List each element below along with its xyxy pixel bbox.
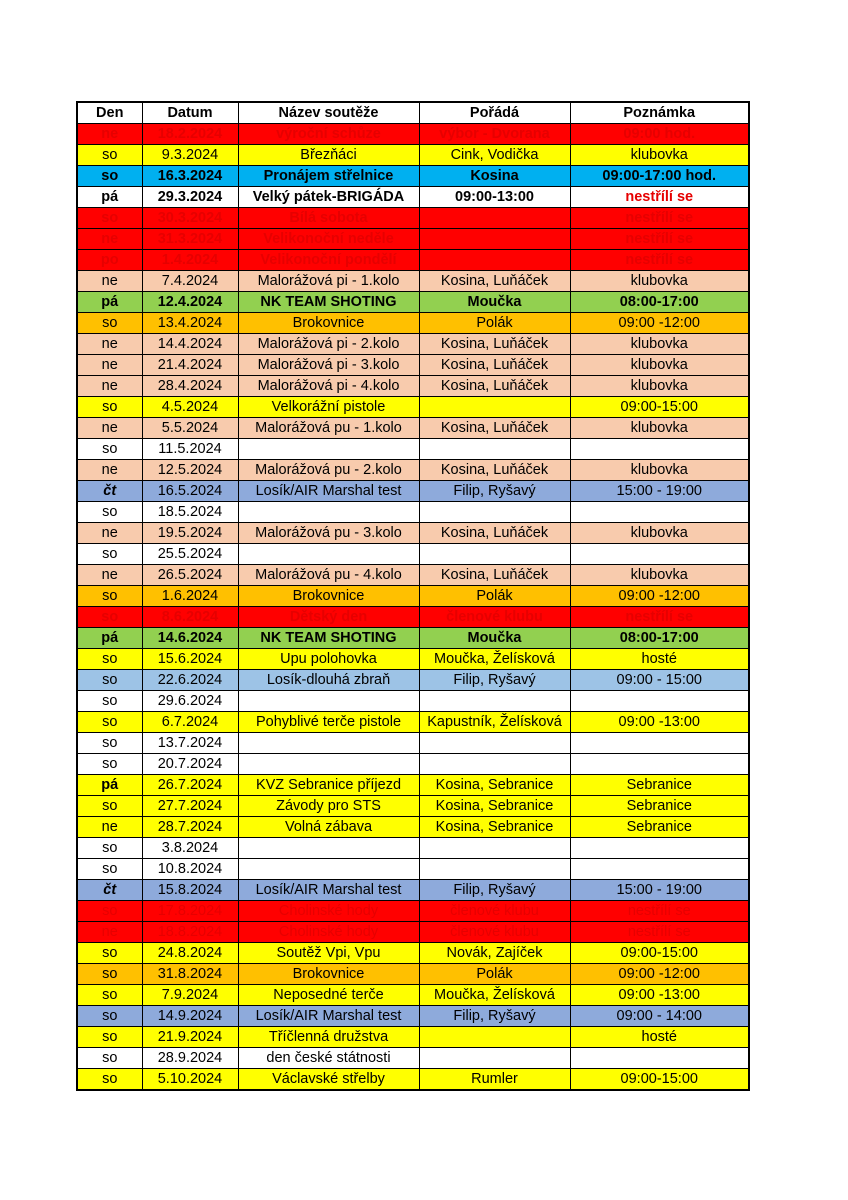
cell-porada	[419, 838, 570, 859]
cell-nazev: Březňáci	[238, 145, 419, 166]
table-row	[77, 481, 749, 502]
cell-den: so	[77, 901, 142, 922]
cell-porada: Filip, Ryšavý	[419, 670, 570, 691]
cell-nazev: Losík/AIR Marshal test	[238, 880, 419, 901]
cell-poznamka	[570, 691, 749, 712]
table-row	[77, 880, 749, 901]
cell-datum: 14.9.2024	[142, 1006, 238, 1027]
cell-den: so	[77, 712, 142, 733]
cell-datum: 13.4.2024	[142, 313, 238, 334]
cell-nazev: Upu polohovka	[238, 649, 419, 670]
cell-poznamka: Sebranice	[570, 817, 749, 838]
cell-datum: 7.4.2024	[142, 271, 238, 292]
cell-poznamka: 09:00 -12:00	[570, 586, 749, 607]
cell-poznamka: klubovka	[570, 355, 749, 376]
table-row	[77, 859, 749, 880]
cell-poznamka: 09:00 -12:00	[570, 313, 749, 334]
table-row	[77, 733, 749, 754]
cell-datum: 8.6.2024	[142, 607, 238, 628]
cell-den: so	[77, 145, 142, 166]
cell-den: pá	[77, 187, 142, 208]
cell-porada	[419, 733, 570, 754]
cell-poznamka: klubovka	[570, 376, 749, 397]
table-row	[77, 376, 749, 397]
cell-datum: 5.5.2024	[142, 418, 238, 439]
cell-nazev: Velkorážní pistole	[238, 397, 419, 418]
cell-porada: Kosina, Luňáček	[419, 523, 570, 544]
cell-porada: Filip, Ryšavý	[419, 880, 570, 901]
cell-den: pá	[77, 628, 142, 649]
cell-datum: 4.5.2024	[142, 397, 238, 418]
cell-porada: Polák	[419, 313, 570, 334]
cell-den: ne	[77, 418, 142, 439]
cell-nazev: Malorážová pu - 3.kolo	[238, 523, 419, 544]
table-row	[77, 229, 749, 250]
cell-poznamka	[570, 544, 749, 565]
cell-poznamka: klubovka	[570, 334, 749, 355]
table-row	[77, 628, 749, 649]
cell-porada	[419, 1048, 570, 1069]
cell-nazev	[238, 439, 419, 460]
cell-datum: 30.3.2024	[142, 208, 238, 229]
cell-porada	[419, 502, 570, 523]
cell-datum: 7.9.2024	[142, 985, 238, 1006]
header-datum: Datum	[142, 102, 238, 124]
cell-poznamka: 09:00 - 15:00	[570, 670, 749, 691]
cell-nazev: Losík/AIR Marshal test	[238, 1006, 419, 1027]
cell-porada: členové klubu	[419, 607, 570, 628]
cell-datum: 18.5.2024	[142, 502, 238, 523]
cell-porada: výbor - Dvorana	[419, 124, 570, 145]
cell-poznamka: 09:00 hod.	[570, 124, 749, 145]
cell-porada: Moučka, Želísková	[419, 985, 570, 1006]
cell-datum: 15.8.2024	[142, 880, 238, 901]
cell-poznamka: klubovka	[570, 145, 749, 166]
cell-poznamka	[570, 502, 749, 523]
table-row	[77, 922, 749, 943]
cell-den: ne	[77, 334, 142, 355]
cell-den: ne	[77, 229, 142, 250]
cell-porada: Cink, Vodička	[419, 145, 570, 166]
table-row	[77, 460, 749, 481]
cell-nazev: NK TEAM SHOTING	[238, 292, 419, 313]
cell-datum: 22.6.2024	[142, 670, 238, 691]
cell-datum: 13.7.2024	[142, 733, 238, 754]
table-row	[77, 775, 749, 796]
cell-nazev: výroční schůze	[238, 124, 419, 145]
cell-den: ne	[77, 922, 142, 943]
cell-poznamka: 15:00 - 19:00	[570, 880, 749, 901]
cell-porada: 09:00-13:00	[419, 187, 570, 208]
cell-nazev	[238, 502, 419, 523]
table-row	[77, 565, 749, 586]
cell-den: so	[77, 649, 142, 670]
cell-den: so	[77, 439, 142, 460]
cell-datum: 29.3.2024	[142, 187, 238, 208]
table-row	[77, 670, 749, 691]
cell-porada	[419, 544, 570, 565]
cell-den: ne	[77, 271, 142, 292]
table-row	[77, 796, 749, 817]
table-row	[77, 901, 749, 922]
table-row	[77, 544, 749, 565]
table-row	[77, 586, 749, 607]
cell-nazev: Malorážová pi - 1.kolo	[238, 271, 419, 292]
cell-poznamka	[570, 754, 749, 775]
cell-den: čt	[77, 481, 142, 502]
cell-porada: Moučka, Želísková	[419, 649, 570, 670]
cell-den: so	[77, 943, 142, 964]
cell-poznamka: 09:00 - 14:00	[570, 1006, 749, 1027]
cell-porada: Kosina, Sebranice	[419, 775, 570, 796]
cell-datum: 26.5.2024	[142, 565, 238, 586]
cell-nazev: Velikonoční pondělí	[238, 250, 419, 271]
cell-den: ne	[77, 460, 142, 481]
table-row	[77, 1027, 749, 1048]
cell-den: čt	[77, 880, 142, 901]
cell-nazev	[238, 859, 419, 880]
table-header	[77, 102, 749, 124]
cell-den: so	[77, 544, 142, 565]
cell-nazev: Závody pro STS	[238, 796, 419, 817]
cell-nazev: Cholinské hody	[238, 901, 419, 922]
cell-poznamka: 09:00-15:00	[570, 1069, 749, 1091]
cell-poznamka: hosté	[570, 1027, 749, 1048]
cell-porada	[419, 691, 570, 712]
table-row	[77, 418, 749, 439]
header-porada: Pořádá	[419, 102, 570, 124]
table-row	[77, 208, 749, 229]
cell-datum: 25.5.2024	[142, 544, 238, 565]
cell-poznamka: Sebranice	[570, 775, 749, 796]
cell-den: ne	[77, 817, 142, 838]
cell-poznamka: nestřílí se	[570, 229, 749, 250]
cell-porada	[419, 439, 570, 460]
cell-datum: 28.4.2024	[142, 376, 238, 397]
cell-porada: Filip, Ryšavý	[419, 481, 570, 502]
table-row	[77, 145, 749, 166]
cell-porada: Kosina, Sebranice	[419, 817, 570, 838]
table-row	[77, 1048, 749, 1069]
table-row	[77, 691, 749, 712]
cell-poznamka: 15:00 - 19:00	[570, 481, 749, 502]
cell-poznamka: klubovka	[570, 418, 749, 439]
cell-poznamka: nestřílí se	[570, 607, 749, 628]
table-row	[77, 817, 749, 838]
cell-porada: Kosina, Luňáček	[419, 355, 570, 376]
table-row	[77, 943, 749, 964]
table-row	[77, 523, 749, 544]
cell-datum: 5.10.2024	[142, 1069, 238, 1091]
cell-datum: 29.6.2024	[142, 691, 238, 712]
cell-datum: 3.8.2024	[142, 838, 238, 859]
cell-den: so	[77, 670, 142, 691]
cell-den: so	[77, 397, 142, 418]
cell-datum: 16.5.2024	[142, 481, 238, 502]
cell-poznamka: 09:00-15:00	[570, 943, 749, 964]
cell-porada	[419, 397, 570, 418]
cell-poznamka: klubovka	[570, 460, 749, 481]
table-row	[77, 502, 749, 523]
cell-nazev: Malorážová pi - 3.kolo	[238, 355, 419, 376]
cell-poznamka	[570, 439, 749, 460]
cell-den: pá	[77, 775, 142, 796]
cell-datum: 17.8.2024	[142, 901, 238, 922]
cell-nazev: den české státnosti	[238, 1048, 419, 1069]
cell-den: so	[77, 607, 142, 628]
cell-den: so	[77, 964, 142, 985]
cell-porada: Polák	[419, 586, 570, 607]
cell-nazev: Brokovnice	[238, 964, 419, 985]
cell-datum: 12.4.2024	[142, 292, 238, 313]
cell-porada: Filip, Ryšavý	[419, 1006, 570, 1027]
table-row	[77, 313, 749, 334]
cell-datum: 1.6.2024	[142, 586, 238, 607]
table-row	[77, 397, 749, 418]
cell-poznamka: nestřílí se	[570, 187, 749, 208]
cell-den: so	[77, 502, 142, 523]
cell-poznamka: 08:00-17:00	[570, 628, 749, 649]
cell-poznamka: klubovka	[570, 271, 749, 292]
cell-den: so	[77, 796, 142, 817]
cell-den: ne	[77, 523, 142, 544]
cell-nazev	[238, 691, 419, 712]
header-nazev: Název soutěže	[238, 102, 419, 124]
cell-nazev	[238, 544, 419, 565]
cell-nazev: Cholinské hody	[238, 922, 419, 943]
cell-den: so	[77, 313, 142, 334]
table-row	[77, 271, 749, 292]
cell-porada: Kosina, Luňáček	[419, 418, 570, 439]
cell-datum: 24.8.2024	[142, 943, 238, 964]
cell-poznamka	[570, 733, 749, 754]
cell-nazev: Bílá sobota	[238, 208, 419, 229]
cell-porada	[419, 208, 570, 229]
cell-datum: 12.5.2024	[142, 460, 238, 481]
cell-porada	[419, 754, 570, 775]
table-row	[77, 166, 749, 187]
cell-poznamka: 09:00 -13:00	[570, 712, 749, 733]
cell-poznamka: 09:00 -13:00	[570, 985, 749, 1006]
cell-datum: 1.4.2024	[142, 250, 238, 271]
table-row	[77, 649, 749, 670]
cell-datum: 26.7.2024	[142, 775, 238, 796]
cell-den: so	[77, 166, 142, 187]
cell-poznamka: klubovka	[570, 523, 749, 544]
cell-nazev: Malorážová pi - 4.kolo	[238, 376, 419, 397]
table-row	[77, 355, 749, 376]
cell-porada: Kosina, Sebranice	[419, 796, 570, 817]
cell-poznamka: hosté	[570, 649, 749, 670]
cell-nazev: KVZ Sebranice příjezd	[238, 775, 419, 796]
cell-datum: 14.6.2024	[142, 628, 238, 649]
cell-nazev: Velký pátek-BRIGÁDA	[238, 187, 419, 208]
cell-nazev: Malorážová pu - 4.kolo	[238, 565, 419, 586]
cell-den: ne	[77, 355, 142, 376]
cell-den: pá	[77, 292, 142, 313]
cell-den: so	[77, 754, 142, 775]
cell-nazev: Malorážová pu - 1.kolo	[238, 418, 419, 439]
cell-porada: členové klubu	[419, 901, 570, 922]
cell-datum: 31.3.2024	[142, 229, 238, 250]
header-row	[77, 102, 749, 124]
cell-datum: 20.7.2024	[142, 754, 238, 775]
cell-den: so	[77, 859, 142, 880]
header-poznamka: Poznámka	[570, 102, 749, 124]
cell-poznamka: 09:00 -12:00	[570, 964, 749, 985]
table-row	[77, 124, 749, 145]
table-row	[77, 754, 749, 775]
cell-poznamka: 09:00-15:00	[570, 397, 749, 418]
cell-porada: Kosina, Luňáček	[419, 376, 570, 397]
cell-datum: 28.9.2024	[142, 1048, 238, 1069]
cell-den: so	[77, 1048, 142, 1069]
cell-nazev: Losík-dlouhá zbraň	[238, 670, 419, 691]
cell-poznamka: 09:00-17:00 hod.	[570, 166, 749, 187]
cell-den: ne	[77, 565, 142, 586]
cell-porada: Moučka	[419, 292, 570, 313]
cell-nazev: Velikonoční neděle	[238, 229, 419, 250]
table-row	[77, 334, 749, 355]
cell-den: so	[77, 733, 142, 754]
cell-porada: členové klubu	[419, 922, 570, 943]
cell-porada: Kosina, Luňáček	[419, 460, 570, 481]
cell-poznamka	[570, 859, 749, 880]
cell-porada: Moučka	[419, 628, 570, 649]
cell-porada: Rumler	[419, 1069, 570, 1091]
cell-nazev: Pronájem střelnice	[238, 166, 419, 187]
cell-datum: 27.7.2024	[142, 796, 238, 817]
cell-nazev: Dětský den	[238, 607, 419, 628]
cell-porada: Polák	[419, 964, 570, 985]
cell-poznamka: 08:00-17:00	[570, 292, 749, 313]
cell-poznamka	[570, 838, 749, 859]
cell-poznamka: nestřílí se	[570, 901, 749, 922]
table-body	[77, 124, 749, 1091]
cell-nazev: Brokovnice	[238, 313, 419, 334]
schedule-table	[76, 101, 750, 1091]
cell-den: so	[77, 1069, 142, 1091]
cell-porada	[419, 229, 570, 250]
table-row	[77, 439, 749, 460]
cell-nazev	[238, 838, 419, 859]
cell-datum: 19.5.2024	[142, 523, 238, 544]
cell-den: so	[77, 1006, 142, 1027]
cell-poznamka: nestřílí se	[570, 922, 749, 943]
table-row	[77, 1006, 749, 1027]
cell-poznamka	[570, 1048, 749, 1069]
cell-den: so	[77, 838, 142, 859]
cell-poznamka: nestřílí se	[570, 208, 749, 229]
cell-datum: 18.2.2024	[142, 124, 238, 145]
cell-porada	[419, 859, 570, 880]
cell-datum: 10.8.2024	[142, 859, 238, 880]
cell-nazev: Brokovnice	[238, 586, 419, 607]
cell-nazev: Tříčlenná družstva	[238, 1027, 419, 1048]
cell-porada: Kosina, Luňáček	[419, 565, 570, 586]
cell-porada: Kosina, Luňáček	[419, 334, 570, 355]
cell-poznamka: klubovka	[570, 565, 749, 586]
cell-nazev	[238, 733, 419, 754]
table-row	[77, 838, 749, 859]
cell-den: ne	[77, 124, 142, 145]
cell-nazev: Václavské střelby	[238, 1069, 419, 1091]
cell-den: so	[77, 208, 142, 229]
cell-den: po	[77, 250, 142, 271]
cell-datum: 18.8.2024	[142, 922, 238, 943]
cell-datum: 15.6.2024	[142, 649, 238, 670]
cell-datum: 6.7.2024	[142, 712, 238, 733]
cell-den: ne	[77, 376, 142, 397]
cell-datum: 31.8.2024	[142, 964, 238, 985]
cell-nazev: Neposedné terče	[238, 985, 419, 1006]
cell-datum: 9.3.2024	[142, 145, 238, 166]
table-row	[77, 964, 749, 985]
table-row	[77, 1069, 749, 1091]
cell-porada: Kosina	[419, 166, 570, 187]
cell-den: so	[77, 985, 142, 1006]
cell-datum: 14.4.2024	[142, 334, 238, 355]
cell-porada	[419, 1027, 570, 1048]
cell-nazev: Malorážová pu - 2.kolo	[238, 460, 419, 481]
cell-nazev: Losík/AIR Marshal test	[238, 481, 419, 502]
table-row	[77, 187, 749, 208]
cell-porada: Novák, Zajíček	[419, 943, 570, 964]
cell-nazev: Pohyblivé terče pistole	[238, 712, 419, 733]
cell-poznamka: Sebranice	[570, 796, 749, 817]
cell-den: so	[77, 1027, 142, 1048]
cell-poznamka: nestřílí se	[570, 250, 749, 271]
table-row	[77, 250, 749, 271]
cell-datum: 11.5.2024	[142, 439, 238, 460]
cell-nazev: Soutěž Vpi, Vpu	[238, 943, 419, 964]
cell-den: so	[77, 691, 142, 712]
cell-porada: Kapustník, Želísková	[419, 712, 570, 733]
cell-nazev: Volná zábava	[238, 817, 419, 838]
cell-datum: 21.4.2024	[142, 355, 238, 376]
cell-datum: 21.9.2024	[142, 1027, 238, 1048]
cell-den: so	[77, 586, 142, 607]
cell-datum: 28.7.2024	[142, 817, 238, 838]
cell-porada	[419, 250, 570, 271]
cell-nazev	[238, 754, 419, 775]
cell-nazev: NK TEAM SHOTING	[238, 628, 419, 649]
table-row	[77, 607, 749, 628]
table-row	[77, 985, 749, 1006]
cell-porada: Kosina, Luňáček	[419, 271, 570, 292]
header-den: Den	[77, 102, 142, 124]
table-row	[77, 712, 749, 733]
cell-nazev: Malorážová pi - 2.kolo	[238, 334, 419, 355]
table-row	[77, 292, 749, 313]
cell-datum: 16.3.2024	[142, 166, 238, 187]
